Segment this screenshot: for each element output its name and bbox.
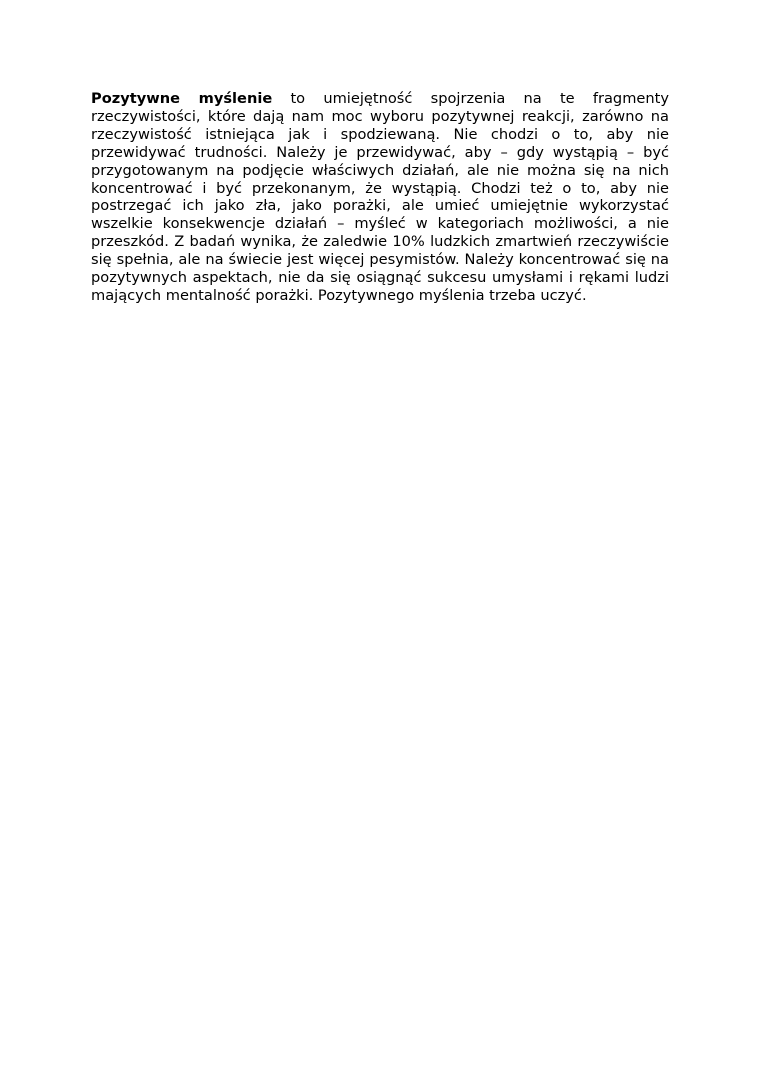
paragraph-text: to umiejętność spojrzenia na te fragmenty rzeczywistości, które dają nam moc wyboru pozytywnej reakcji, zarówno na rzeczywistość istniejąca jak i spodziewaną. Nie chodzi o to, aby nie przewidywać trudności. Należy je przewidywać, aby – gdy wystąpią – być przygotowanym na podjęcie właściwych działań, ale nie można się na nich koncentrować i być przekonanym, że wystąpią. Chodzi też o to, aby nie postrzegać ich jako zła, jako porażki, ale umieć umiejętnie wykorzystać wszelkie konsekwencje działań – myśleć w kategoriach możliwości, a nie przeszkód. Z badań wynika, że zaledwie 10% ludzkich zmartwień rzeczywiście się spełnia, ale na świecie jest więcej pesymistów. Należy koncentrować się na pozytywnych aspektach, nie da się osiągnąć sukcesu umysłami i rękami ludzi mających mentalność porażki. Pozytywnego myślenia trzeba uczyć. [91,90,669,304]
bold-lead-phrase: Pozytywne myślenie [91,90,273,107]
body-paragraph [91,90,669,305]
